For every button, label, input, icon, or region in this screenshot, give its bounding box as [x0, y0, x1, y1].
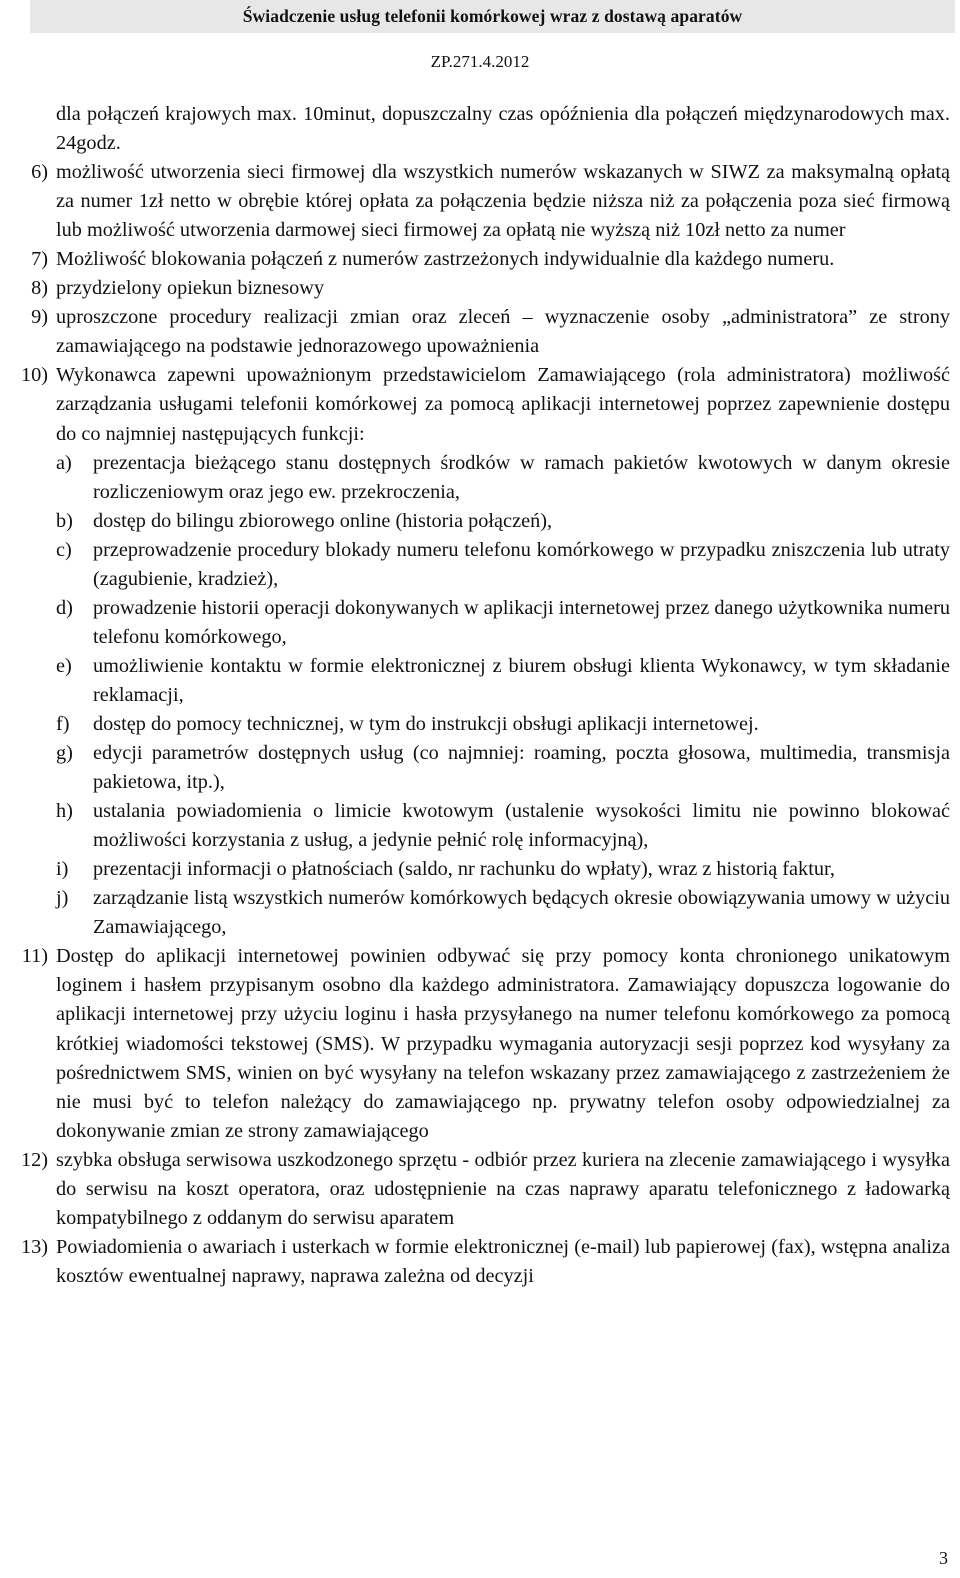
- list-item-12: [0, 1146, 960, 1233]
- list-item-10: [0, 361, 960, 942]
- item-number: 6): [31, 161, 48, 184]
- sub-item-text: prezentacji informacji o płatnościach (saldo, nr rachunku do wpłaty), wraz z historią faktur,: [93, 858, 835, 881]
- item-text: Dostęp do aplikacji internetowej powinien odbywać się przy pomocy konta chronionego unikatowym loginem i hasłem przypisanym osobno dla każdego administratora. Zamawiający dopuszcza logowanie do aplikacji internetowej przy użyciu loginu i hasła przysyłanego na numer telefonu komórkowego za pomocą krótkiej wiadomości tekstowej (SMS). W przypadku wymagania autoryzacji sesji poprzez kod wysyłany za pośrednictwem SMS, winien on być wysyłany na telefon wskazany przez zamawiającego z zastrzeżeniem że nie musi być to telefon należący do zamawiającego np. prywatny telefon osoby odpowiedzialnej za dokonywanie zmian ze strony zamawiającego: [56, 945, 950, 1142]
- sub-item-h: [56, 797, 950, 855]
- list-item-11: [0, 942, 960, 1145]
- item-text: uproszczone procedury realizacji zmian oraz zleceń – wyznaczenie osoby „administratora” ze strony zamawiającego na podstawie jednorazowego upoważnienia: [56, 306, 950, 358]
- sub-item-letter: d): [56, 596, 73, 619]
- document-reference: ZP.271.4.2012: [430, 52, 530, 71]
- continuation-text: dla połączeń krajowych max. 10minut, dopuszczalny czas opóźnienia dla połączeń międzynarodowych max. 24godz.: [56, 103, 950, 155]
- list-item-13: [0, 1233, 960, 1291]
- item-text: Możliwość blokowania połączeń z numerów zastrzeżonych indywidualnie dla każdego numeru.: [56, 248, 835, 271]
- item-text: Powiadomienia o awariach i usterkach w formie elektronicznej (e-mail) lub papierowej (fax), wstępna analiza kosztów ewentualnej naprawy, naprawa zależna od decyzji: [56, 1235, 950, 1287]
- sub-item-letter: g): [56, 742, 73, 765]
- sub-item-e: [56, 652, 950, 710]
- sub-item-letter: b): [56, 509, 73, 532]
- page-number: 3: [939, 1548, 948, 1568]
- item-number: 13): [20, 1235, 48, 1258]
- sub-item-text: edycji parametrów dostępnych usług (co najmniej: roaming, poczta głosowa, multimedia, transmisja pakietowa, itp.),: [93, 742, 950, 794]
- list-item-8: [0, 274, 960, 303]
- sub-item-text: ustalania powiadomienia o limicie kwotowym (ustalenie wysokości limitu nie powinno blokować możliwości korzystania z usług, a jedynie pełnić rolę informacyjną),: [93, 800, 950, 852]
- document-body: [0, 100, 960, 1291]
- sub-item-d: [56, 594, 950, 652]
- sub-item-text: dostęp do bilingu zbiorowego online (historia połączeń),: [93, 509, 553, 532]
- sub-item-i: [56, 855, 950, 884]
- item-number: 7): [31, 248, 48, 271]
- sub-item-f: [56, 710, 950, 739]
- list-item-9: [0, 303, 960, 361]
- sub-item-text: umożliwienie kontaktu w formie elektronicznej z biurem obsługi klienta Wykonawcy, w tym składanie reklamacji,: [93, 654, 950, 706]
- item-text: Wykonawca zapewni upoważnionym przedstawicielom Zamawiającego (rola administratora) możliwość zarządzania usługami telefonii komórkowej za pomocą aplikacji internetowej poprzez zapewnienie dostępu do co najmniej następujących funkcji:: [56, 364, 950, 445]
- item-number: 11): [21, 945, 48, 968]
- sub-item-g: [56, 739, 950, 797]
- sub-item-letter: f): [56, 712, 70, 735]
- sub-item-letter: a): [56, 451, 72, 474]
- item-number: 8): [31, 277, 48, 300]
- sub-item-text: prezentacja bieżącego stanu dostępnych środków w ramach pakietów kwotowych w danym okresie rozliczeniowym oraz jego ew. przekroczenia,: [93, 451, 950, 503]
- item-text: możliwość utworzenia sieci firmowej dla wszystkich numerów wskazanych w SIWZ za maksymalną opłatą za numer 1zł netto w obrębie której opłata za połączenia będzie niższa niż za połączenia poza sieć firmową lub możliwość utworzenia darmowej sieci firmowej za opłatą nie wyższą niż 10zł netto za numer: [56, 161, 950, 242]
- sub-item-b: [56, 507, 950, 536]
- sub-item-text: prowadzenie historii operacji dokonywanych w aplikacji internetowej przez danego użytkownika numeru telefonu komórkowego,: [93, 596, 950, 648]
- continuation-paragraph: [0, 100, 960, 158]
- item-text: przydzielony opiekun biznesowy: [56, 277, 325, 300]
- document-header: [30, 0, 955, 33]
- sub-item-letter: j): [56, 887, 69, 910]
- list-item-7: [0, 245, 960, 274]
- item-number: 9): [31, 306, 48, 329]
- sub-item-text: dostęp do pomocy technicznej, w tym do instrukcji obsługi aplikacji internetowej.: [93, 712, 759, 735]
- header-title: Świadczenie usług telefonii komórkowej wraz z dostawą aparatów: [242, 6, 743, 26]
- sub-item-c: [56, 536, 950, 594]
- list-item-6: [0, 158, 960, 245]
- sub-item-j: [56, 884, 950, 942]
- sub-item-a: [56, 449, 950, 507]
- sub-item-letter: h): [56, 800, 73, 823]
- sub-item-letter: i): [56, 858, 69, 881]
- sub-item-letter: e): [56, 654, 72, 677]
- sub-item-text: przeprowadzenie procedury blokady numeru telefonu komórkowego w przypadku zniszczenia lub utraty (zagubienie, kradzież),: [93, 538, 950, 590]
- sub-item-letter: c): [56, 538, 72, 561]
- item-number: 12): [20, 1148, 48, 1171]
- sub-item-text: zarządzanie listą wszystkich numerów komórkowych będących okresie obowiązywania umowy w użyciu Zamawiającego,: [93, 887, 950, 939]
- item-text: szybka obsługa serwisowa uszkodzonego sprzętu - odbiór przez kuriera na zlecenie zamawiającego i wysyłka do serwisu na koszt operatora, oraz udostępnienie na czas naprawy aparatu telefonicznego z ładowarką kompatybilnego z oddanym do serwisu aparatem: [56, 1148, 950, 1229]
- item-number: 10): [20, 364, 48, 387]
